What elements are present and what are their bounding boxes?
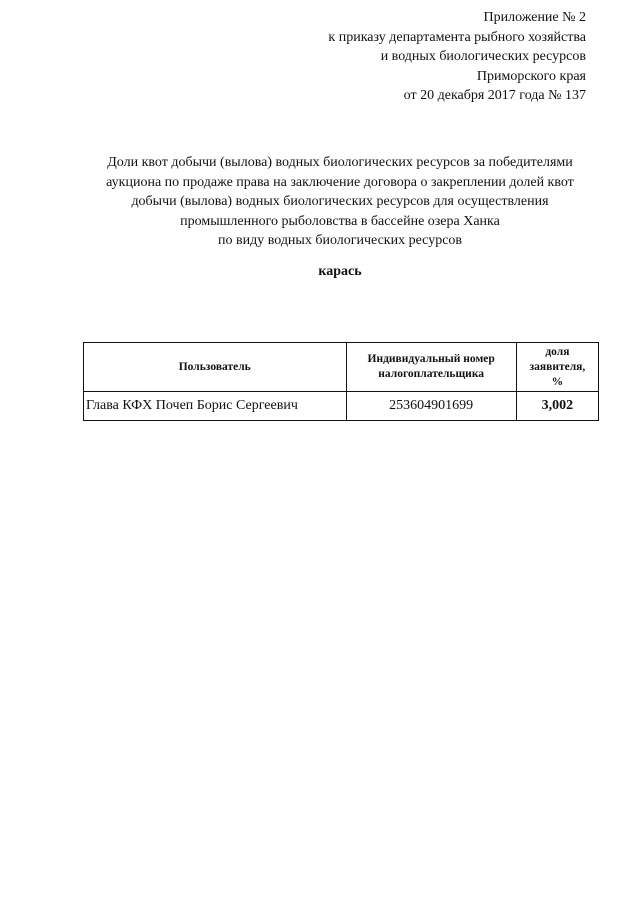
- document-title: [80, 153, 600, 251]
- order-reference-line-2: и водных биологических ресурсов: [380, 49, 586, 64]
- column-header-inn: [346, 343, 516, 392]
- table-row: [84, 392, 599, 421]
- title-line-3: добычи (вылова) водных биологических ресурсов для осуществления: [131, 194, 549, 209]
- order-reference-line-3: Приморского края: [476, 68, 586, 84]
- column-header-share: [516, 343, 598, 392]
- column-header-user-label: Пользователь: [178, 360, 251, 373]
- species-name: карась: [318, 264, 362, 279]
- order-reference-line-1: к приказу департамента рыбного хозяйства: [328, 29, 586, 45]
- column-header-share-line-3: %: [551, 375, 564, 388]
- table-header-row: [84, 343, 599, 392]
- title-line-4: промышленного рыболовства в бассейне озера Ханка: [180, 213, 500, 229]
- appendix-number: Приложение № 2: [483, 10, 586, 25]
- column-header-inn-line-1: Индивидуальный номер: [367, 353, 495, 365]
- column-header-user: [84, 343, 347, 392]
- appendix-header: [226, 8, 586, 106]
- column-header-inn-line-2: налогоплательщика: [378, 368, 485, 380]
- title-line-2: аукциона по продаже права на заключение договора о закреплении долей квот: [106, 174, 574, 190]
- cell-inn: 253604901699: [346, 392, 516, 421]
- quota-table: [83, 342, 599, 421]
- column-header-share-line-2: заявителя,: [529, 360, 586, 373]
- title-line-5: по виду водных биологических ресурсов: [217, 233, 463, 248]
- cell-user: Глава КФХ Почеп Борис Сергеевич: [84, 392, 347, 421]
- order-date-number: от 20 декабря 2017 года № 137: [403, 88, 586, 103]
- column-header-share-line-1: доля: [545, 345, 570, 358]
- cell-share: 3,002: [516, 392, 598, 421]
- title-line-1: Доли квот добычи (вылова) водных биологических ресурсов за победителями: [107, 155, 573, 170]
